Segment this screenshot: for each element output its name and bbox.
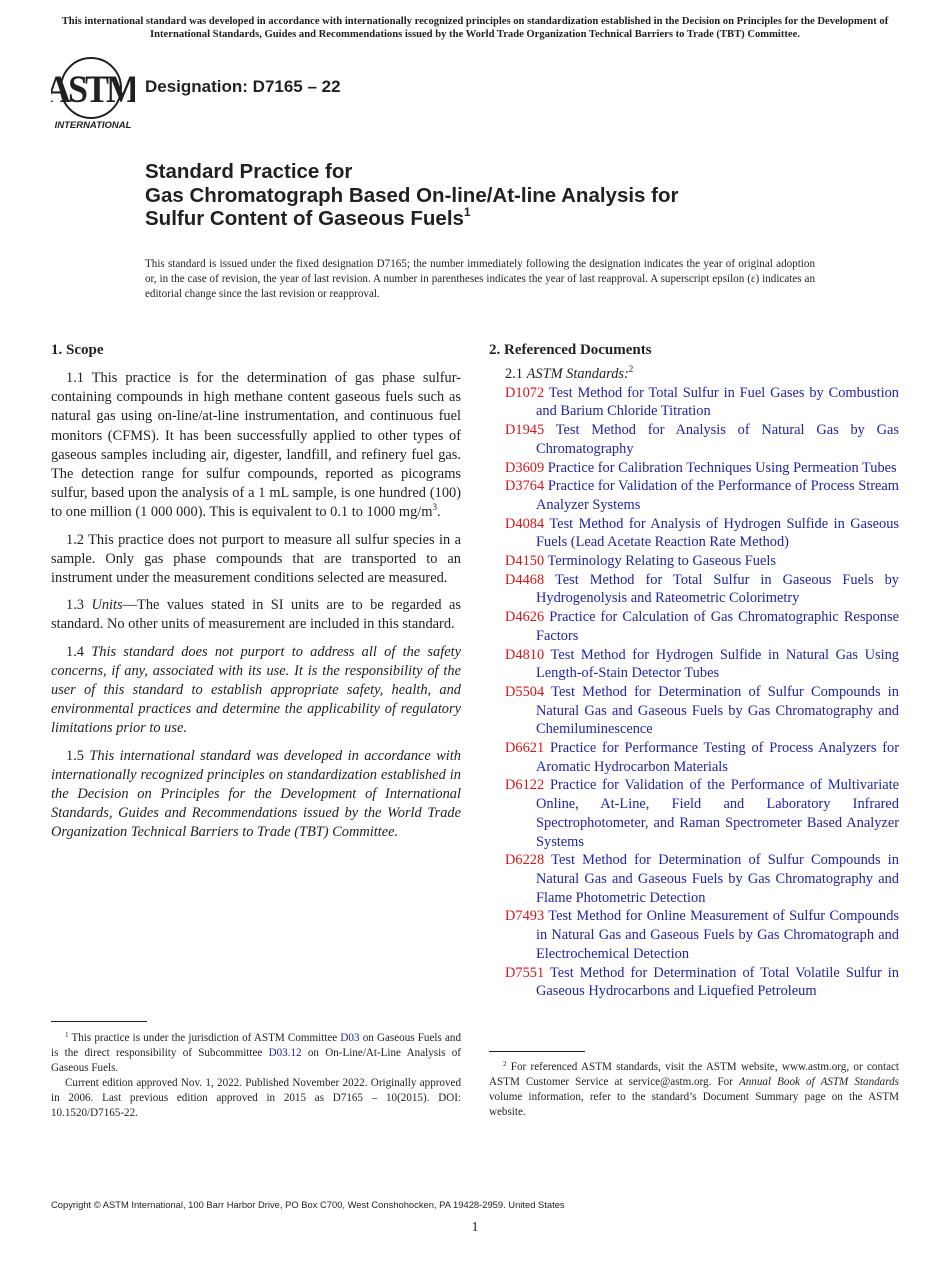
issued-note: This standard is issued under the fixed designation D7165; the number immediately following the designation indicates the year of original adoption or, in the case of revision, the year of last revision. A number in parentheses indicates the year of last reapproval. A superscript epsilon (ε) indicates an editorial change since the last revision or reapproval. xyxy=(145,258,815,300)
footnote-2 xyxy=(489,1060,899,1120)
title-line-1: Standard Practice for xyxy=(145,160,353,183)
footnote-1-mark: 1 xyxy=(65,1031,69,1039)
reference-title-link[interactable]: Test Method for Determination of Sulfur Compounds in Natural Gas and Gaseous Fuels by Gas Chromatography and Flame Photometric Detection xyxy=(536,852,899,906)
footnote-1-text-a: This practice is under the jurisdiction of ASTM Committee xyxy=(68,1032,341,1044)
title-line-3 xyxy=(145,207,865,231)
subcommittee-d03-12-link[interactable]: D03.12 xyxy=(268,1047,302,1059)
footnote-2-text xyxy=(489,1060,899,1120)
reference-title-link[interactable]: Terminology Relating to Gaseous Fuels xyxy=(547,553,776,570)
reference-item xyxy=(505,851,899,907)
reference-code-link[interactable]: D7551 xyxy=(505,964,545,981)
scope-1-5-text: This international standard was developed in accordance with internationally recognized principles on standardization established in the Decision on Principles for the Development of International Standards, Guides and Recommendations issued by the World Trade Organization Technical Barriers to Trade (TBT) Committee. xyxy=(51,747,461,841)
astm-logo xyxy=(51,57,135,131)
reference-title-link[interactable]: Test Method for Online Measurement of Sulfur Compounds in Natural Gas and Gaseous Fuels by Gas Chromatograph and Electrochemical Detection xyxy=(536,908,900,962)
reference-title-link[interactable]: Test Method for Analysis of Hydrogen Sulfide in Gaseous Fuels (Lead Acetate Reaction Rate Method) xyxy=(536,515,899,551)
reference-item xyxy=(505,646,899,683)
reference-code-link[interactable]: D4084 xyxy=(505,515,545,532)
reference-title-link[interactable]: Practice for Calculation of Gas Chromatographic Response Factors xyxy=(536,609,899,644)
scope-1-5-num: 1.5 xyxy=(66,747,90,764)
reference-item xyxy=(505,515,899,552)
footnote-1-text-c: on On-Line/At-Line Analysis of Gaseous Fuels. xyxy=(51,1047,461,1074)
reference-title-link[interactable]: Test Method for Hydrogen Sulfide in Natural Gas Using Length-of-Stain Detector Tubes xyxy=(536,646,899,682)
top-notice: This international standard was developed in accordance with internationally recognized principles on standardization established in the Decision on Principles for the Development of International Standards, Guides and Recommendations issued by the World Trade Organization Technical Barriers to Trade (TBT) Committee. xyxy=(61,16,889,40)
reference-title-link[interactable]: Test Method for Analysis of Natural Gas by Gas Chromatography xyxy=(536,422,899,457)
footnote-1-jurisdiction xyxy=(51,1031,461,1076)
document-title xyxy=(145,160,865,231)
scope-1-3-num: 1.3 xyxy=(66,597,92,614)
reference-list xyxy=(489,384,899,1001)
footnote-1 xyxy=(51,1031,461,1121)
refs-sub-num: 2.1 xyxy=(505,366,527,382)
reference-title-link[interactable]: Test Method for Total Sulfur in Gaseous Fuels by Hydrogenolysis and Rateometric Colorimetry xyxy=(536,571,899,607)
reference-code-link[interactable]: D4150 xyxy=(505,553,545,570)
reference-item xyxy=(505,964,899,1001)
scope-1-4-text: This standard does not purport to address all of the safety concerns, if any, associated with its use. It is the responsibility of the user of this standard to establish appropriate safety, health, and environmental practices and determine the applicability of regulatory limitations prior to use. xyxy=(51,643,461,737)
reference-item xyxy=(505,459,899,478)
footnote-2-text-a: For referenced ASTM standards, visit the ASTM website, www.astm.org, or contact ASTM Customer Service at service@astm.org. For xyxy=(489,1061,899,1088)
reference-item xyxy=(505,552,899,571)
reference-code-link[interactable]: D4468 xyxy=(505,571,545,588)
footnote-2-ital: Annual Book of ASTM Standards xyxy=(738,1076,899,1088)
scope-1-1-sup: 3 xyxy=(432,502,437,513)
scope-paragraph-1-2: 1.2 This practice does not purport to measure all sulfur species in a sample. Only gas phase compounds that are transported to an instrument under the measurement conditions selected are measured. xyxy=(51,531,461,587)
reference-code-link[interactable]: D3764 xyxy=(505,478,545,495)
reference-title-link[interactable]: Test Method for Total Sulfur in Fuel Gases by Combustion and Barium Chloride Titration xyxy=(536,384,899,420)
reference-item xyxy=(505,776,899,851)
scope-heading: 1. Scope xyxy=(51,342,104,358)
copyright-notice: Copyright © ASTM International, 100 Barr Harbor Drive, PO Box C700, West Conshohocken, PA 19428-2959. United States xyxy=(51,1199,565,1210)
reference-code-link[interactable]: D5504 xyxy=(505,683,545,700)
title-footnote-mark: 1 xyxy=(463,205,471,219)
scope-paragraph-1-3 xyxy=(51,596,461,634)
reference-item xyxy=(505,384,899,421)
reference-item xyxy=(505,477,899,514)
astm-logo-icon xyxy=(51,57,135,131)
scope-1-4-num: 1.4 xyxy=(66,643,92,660)
reference-item xyxy=(505,739,899,776)
title-line-3-text: Sulfur Content of Gaseous Fuels xyxy=(145,207,464,230)
designation: Designation: D7165 – 22 xyxy=(145,77,341,96)
reference-code-link[interactable]: D1945 xyxy=(505,422,545,439)
reference-title-link[interactable]: Practice for Validation of the Performance of Multivariate Online, At-Line, Field and Laboratory Infrared Spectrophotometer, and Raman Spectrometer Based Analyzer Systems xyxy=(536,777,899,850)
refs-heading: 2. Referenced Documents xyxy=(489,342,652,358)
reference-code-link[interactable]: D6228 xyxy=(505,852,545,869)
reference-code-link[interactable]: D6621 xyxy=(505,740,545,757)
reference-item xyxy=(505,571,899,608)
reference-code-link[interactable]: D3609 xyxy=(505,459,545,476)
refs-sub-label: ASTM Standards: xyxy=(526,366,629,382)
reference-code-link[interactable]: D6122 xyxy=(505,777,545,794)
footnote-1-text-b: on Gaseous Fuels and is the direct responsibility of Subcommittee xyxy=(51,1032,461,1059)
svg-text:ASTM: ASTM xyxy=(51,67,135,112)
astm-standards-subheading xyxy=(489,365,899,384)
scope-1-3-text: —The values stated in SI units are to be regarded as standard. No other units of measurement are included in this standard. xyxy=(51,597,461,633)
reference-code-link[interactable]: D4626 xyxy=(505,609,545,626)
page-number: 1 xyxy=(471,1220,479,1235)
scope-1-3-label: Units xyxy=(91,597,123,614)
footnote-rule-left xyxy=(51,1021,147,1022)
reference-title-link[interactable]: Test Method for Determination of Total Volatile Sulfur in Gaseous Hydrocarbons and Liquefied Petroleum xyxy=(536,964,900,1000)
reference-item xyxy=(505,907,899,963)
reference-item xyxy=(505,421,899,458)
scope-section xyxy=(51,342,461,851)
footnote-2-text-b: volume information, refer to the standard’s Document Summary page on the ASTM website. xyxy=(489,1091,899,1118)
reference-title-link[interactable]: Practice for Performance Testing of Process Analyzers for Aromatic Hydrocarbon Materials xyxy=(536,740,899,775)
reference-title-link[interactable]: Practice for Validation of the Performance of Process Stream Analyzer Systems xyxy=(536,478,899,513)
scope-paragraph-1-4 xyxy=(51,643,461,739)
reference-title-link[interactable]: Practice for Calibration Techniques Using Permeation Tubes xyxy=(547,459,897,476)
reference-code-link[interactable]: D7493 xyxy=(505,908,545,925)
footnote-2-mark: 2 xyxy=(503,1060,507,1068)
reference-item xyxy=(505,608,899,645)
reference-item xyxy=(505,683,899,739)
reference-code-link[interactable]: D1072 xyxy=(505,384,545,401)
scope-paragraph-1-1 xyxy=(51,369,461,523)
footnote-rule-right xyxy=(489,1051,585,1052)
svg-text:INTERNATIONAL: INTERNATIONAL xyxy=(54,120,132,131)
refs-sub-sup: 2 xyxy=(628,364,634,374)
reference-title-link[interactable]: Test Method for Determination of Sulfur Compounds in Natural Gas and Gaseous Fuels by Gas Chromatography and Chemiluminescence xyxy=(536,683,899,738)
referenced-documents-section xyxy=(489,342,899,1001)
committee-d03-link[interactable]: D03 xyxy=(340,1032,360,1044)
footnote-1-edition: Current edition approved Nov. 1, 2022. Published November 2022. Originally approved in 2006. Last previous edition approved in 2015 as D7165 – 10(2015). DOI: 10.1520/D7165-22. xyxy=(51,1077,461,1119)
scope-paragraph-1-5 xyxy=(51,747,461,843)
reference-code-link[interactable]: D4810 xyxy=(505,646,545,663)
scope-1-1-text: 1.1 This practice is for the determination of gas phase sulfur-containing compounds in high methane content gaseous fuels such as natural gas using on-line/at-line instrumentation, and continuous fuel monitors (CFMS). It has been successfully applied to other types of gaseous samples including air, digester, landfill, and refinery fuel gas. The detection range for sulfur compounds, reported as picograms sulfur, based upon the analysis of a 1 mL sample, is one hundred (100) to one million (1 000 000). This is equivalent to 0.1 to 1000 mg/m xyxy=(51,370,461,521)
scope-1-1-end: . xyxy=(436,504,441,521)
title-line-2: Gas Chromatograph Based On-line/At-line Analysis for xyxy=(145,183,679,207)
